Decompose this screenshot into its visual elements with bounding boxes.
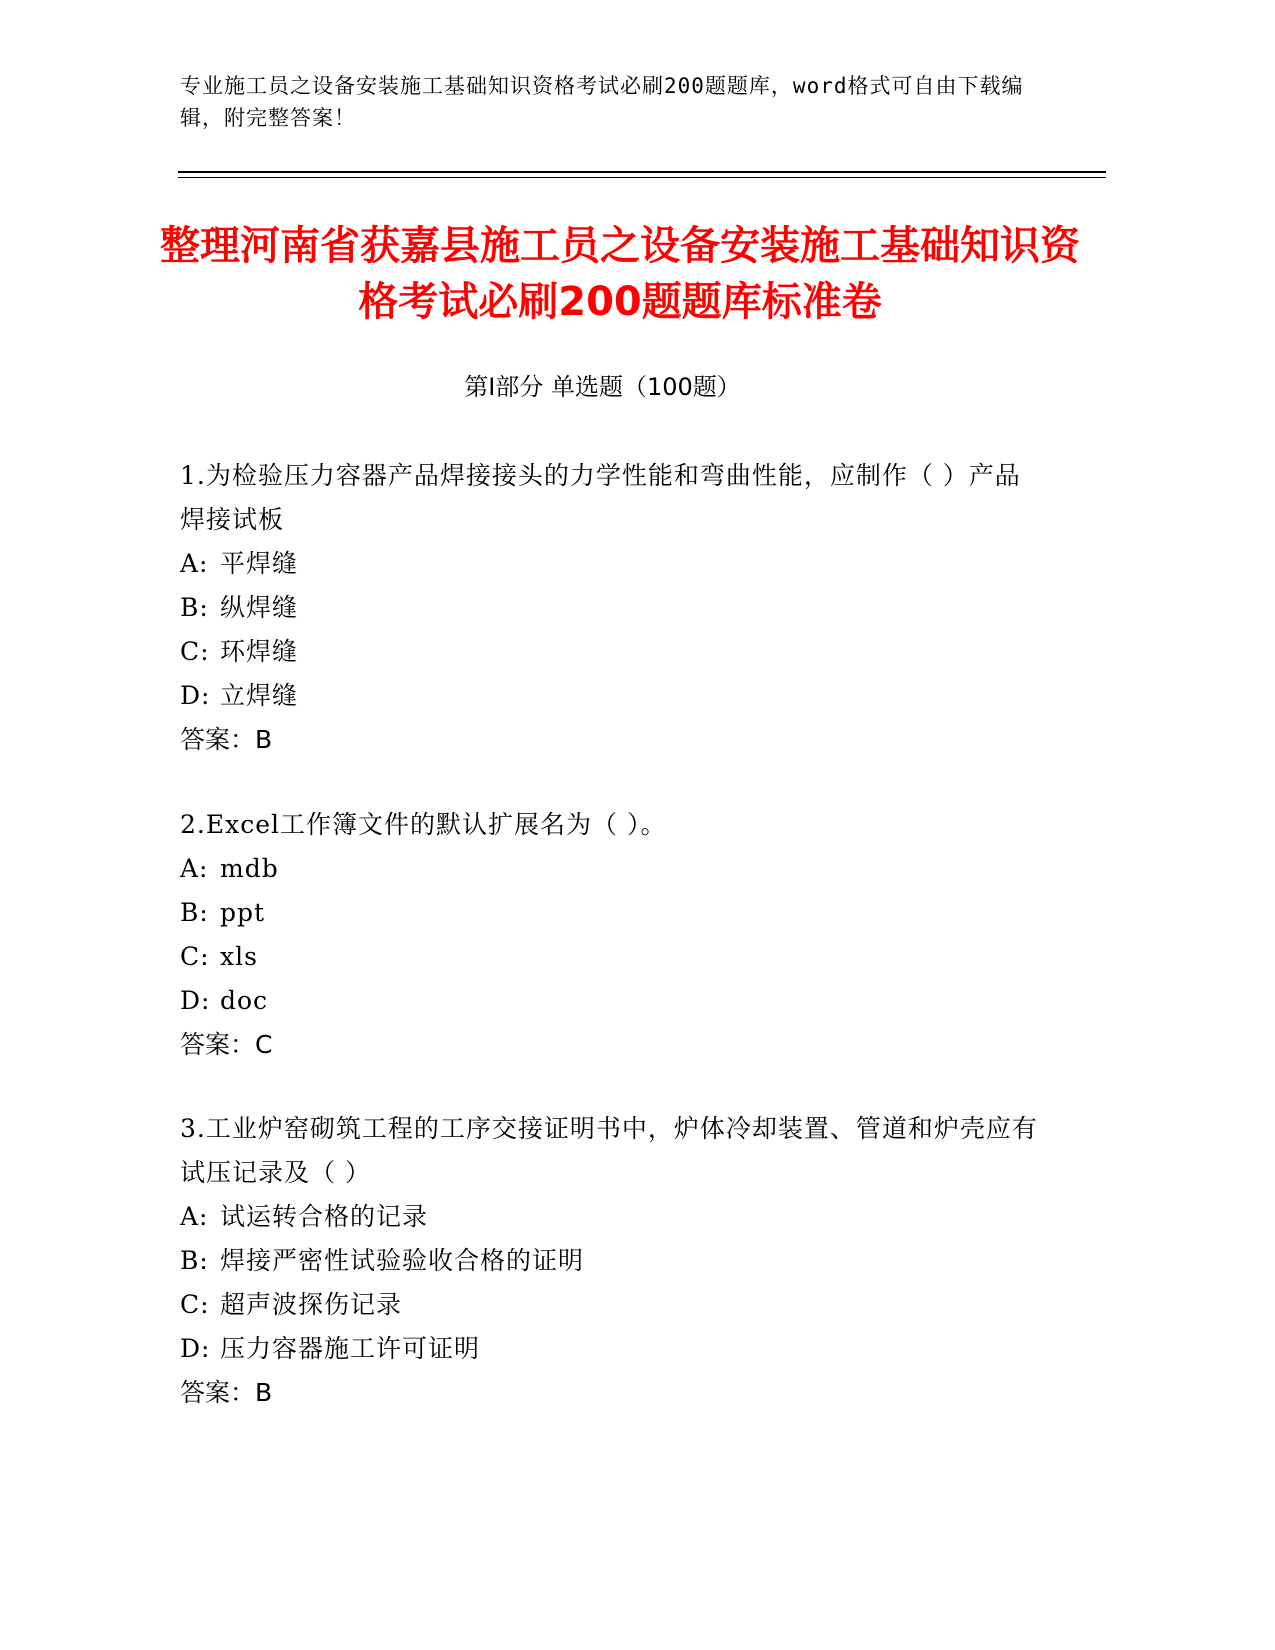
header-rule-thin: [178, 177, 1106, 178]
question-1: [180, 454, 1040, 762]
option-b: B: 纵焊缝: [180, 593, 299, 622]
option-d: D: doc: [180, 986, 269, 1015]
option-c: C: 环焊缝: [180, 637, 299, 666]
question-stem: 3.工业炉窑砌筑工程的工序交接证明书中，炉体冷却装置、管道和炉壳应有试压记录及（ ）: [180, 1114, 1038, 1187]
option-a: A: 试运转合格的记录: [180, 1202, 429, 1231]
header-rule-thick: [178, 171, 1106, 173]
option-b: B: ppt: [180, 898, 266, 927]
answer: 答案：B: [180, 1378, 273, 1407]
document-title: 整理河南省获嘉县施工员之设备安装施工基础知识资格考试必刷200题题库标准卷: [160, 223, 1080, 325]
question-2: [180, 803, 1040, 1067]
answer: 答案：B: [180, 725, 273, 754]
option-a: A: mdb: [180, 854, 279, 883]
option-d: D: 压力容器施工许可证明: [180, 1334, 481, 1363]
answer: 答案：C: [180, 1030, 273, 1059]
header-note: 专业施工员之设备安装施工基础知识资格考试必刷200题题库，word格式可自由下载编辑，附完整答案！: [180, 74, 1024, 130]
option-c: C: 超声波探伤记录: [180, 1290, 403, 1319]
section-title: 第Ⅰ部分 单选题（100题）: [464, 373, 741, 401]
question-stem: 1.为检验压力容器产品焊接接头的力学性能和弯曲性能，应制作（ ）产品焊接试板: [180, 461, 1021, 534]
option-c: C: xls: [180, 942, 258, 971]
option-b: B: 焊接严密性试验验收合格的证明: [180, 1246, 585, 1275]
option-a: A: 平焊缝: [180, 549, 299, 578]
question-stem: 2.Excel工作簿文件的默认扩展名为（ ）。: [180, 810, 667, 839]
question-3: [180, 1107, 1040, 1415]
option-d: D: 立焊缝: [180, 681, 299, 710]
